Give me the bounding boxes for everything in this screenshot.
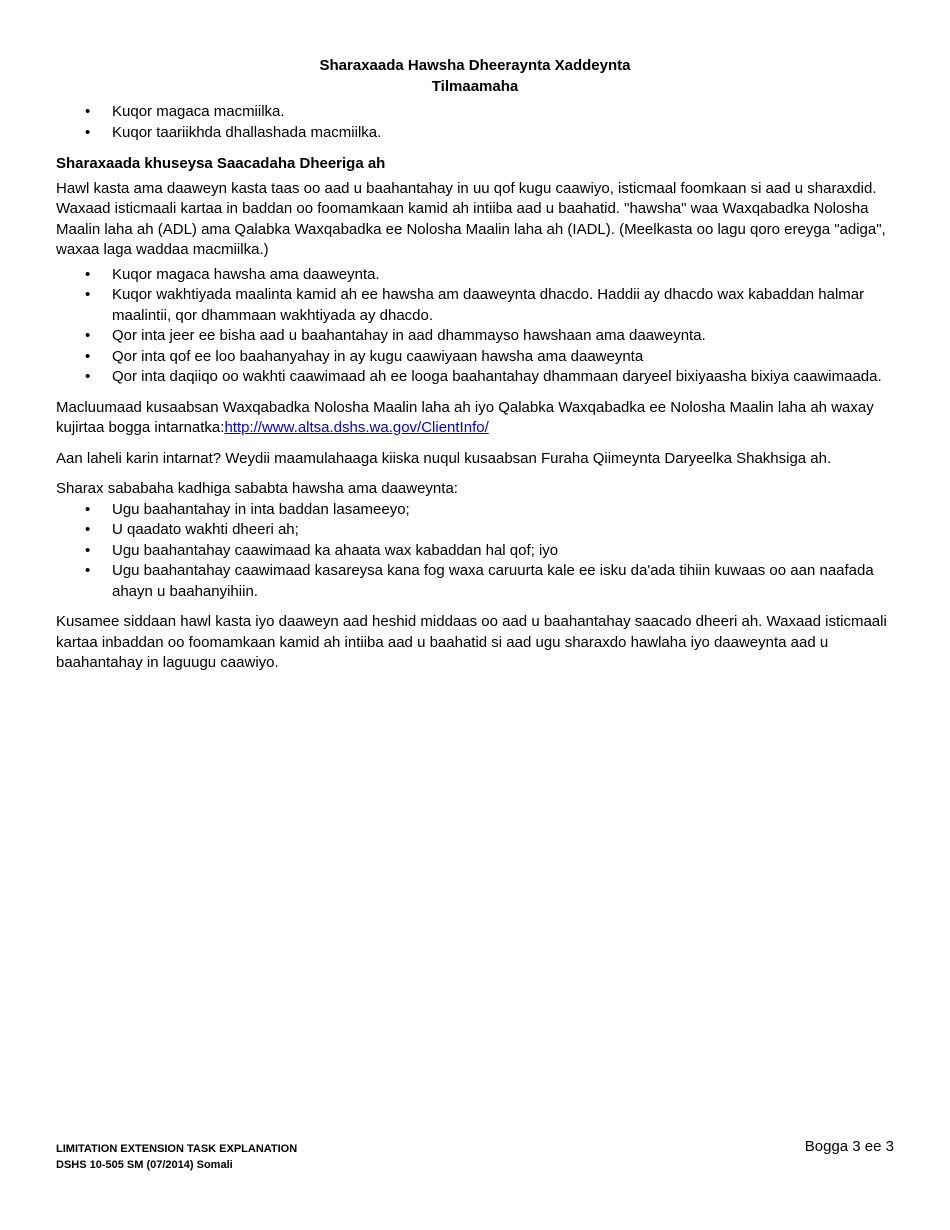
page-number: Bogga 3 ee 3 xyxy=(804,1138,894,1155)
list-item: • Kuqor magaca macmiilka. xyxy=(112,102,888,123)
form-footer xyxy=(56,1141,297,1173)
closing-paragraph: Kusamee siddaan hawl kasta iyo daaweyn aad heshid middaas oo aad u baahantahay saacado dheeri ah. Waxaad isticmaali kartaa inbaddan oo foomamkaan kamid ah intiiba aad u baahatid si aad ugu sharaxdo hawlaha iyo daaweynta aad u baahantahay in laguugu caawiyo. xyxy=(56,613,887,671)
document-body xyxy=(56,102,888,674)
section-paragraph: Hawl kasta ama daaweyn kasta taas oo aad u baahantahay in uu qof kugu caawiyo, isticmaal foomkaan si aad u sharaxdid. Waxaad isticmaali kartaa in baddan oo foomamkaan kamid ah intiiba aad u baahatid. "hawsha" waa Waxqabadka Nolosha Maalin laha ah (ADL) ama Qalabka Waxqabadka ee Nolosha Maalin laha ah (IADL). (Meelkasta oo lagu qoro ereyga "adiga", waxaa laga waddaa macmiilka.) xyxy=(56,179,886,258)
list-item: • Qor inta daqiiqo oo wakhti caawimaad ah ee looga baahantahay dhammaan daryeel bixiyaasha bixiya caawimaada. xyxy=(112,367,888,388)
reasons-list xyxy=(56,500,888,603)
instructions-list xyxy=(56,265,888,388)
page-subtitle: Tilmaamaha xyxy=(431,78,519,95)
form-title: LIMITATION EXTENSION TASK EXPLANATION xyxy=(56,1143,298,1155)
section-heading: Sharaxaada khuseysa Saacadaha Dheeriga ah xyxy=(56,155,386,172)
list-item: • Qor inta jeer ee bisha aad u baahantahay in aad dhammayso hawshaan ama daaweynta. xyxy=(112,326,888,347)
info-paragraph xyxy=(56,398,888,439)
list-item: • U qaadato wakhti dheeri ah; xyxy=(112,520,888,541)
page-header xyxy=(0,55,950,97)
list-item: • Ugu baahantahay in inta baddan lasameeyo; xyxy=(112,500,888,521)
reasons-intro: Sharax sababaha kadhiga sababta hawsha ama daaweynta: xyxy=(56,480,458,497)
list-item: • Qor inta qof ee loo baahanyahay in ay kugu caawiyaan hawsha ama daaweynta xyxy=(112,347,888,368)
list-item: • Kuqor wakhtiyada maalinta kamid ah ee hawsha am daaweynta dhacdo. Haddii ay dhacdo wax kabaddan halmar maalintii, qor dhammaan wakhtiyada ay dhacdo. xyxy=(112,285,888,326)
no-internet-paragraph: Aan laheli karin intarnat? Weydii maamulahaaga kiiska nuqul kusaabsan Furaha Qiimeynta Daryeelka Shakhsiga ah. xyxy=(56,449,832,467)
list-item: • Kuqor taariikhda dhallashada macmiilka. xyxy=(112,123,888,144)
list-item: • Kuqor magaca hawsha ama daaweynta. xyxy=(112,265,888,286)
client-info-link[interactable]: http://www.altsa.dshs.wa.gov/ClientInfo/ xyxy=(224,419,489,436)
list-item: • Ugu baahantahay caawimaad kasareysa kana fog waxa caruurta kale ee isku da'ada tihiin kuwaas oo aan naafada ahayn u baahanyihiin. xyxy=(112,561,888,602)
info-text: Macluumaad kusaabsan Waxqabadka Nolosha Maalin laha ah iyo Qalabka Waxqabadka ee Nolosha Maalin laha ah waxay kujirtaa bogga intarnatka: xyxy=(56,398,874,436)
form-code: DSHS 10-505 SM (07/2014) Somali xyxy=(56,1159,233,1171)
page-title: Sharaxaada Hawsha Dheeraynta Xaddeynta xyxy=(319,57,631,74)
list-item: • Ugu baahantahay caawimaad ka ahaata wax kabaddan hal qof; iyo xyxy=(112,541,888,562)
intro-list xyxy=(56,102,888,143)
